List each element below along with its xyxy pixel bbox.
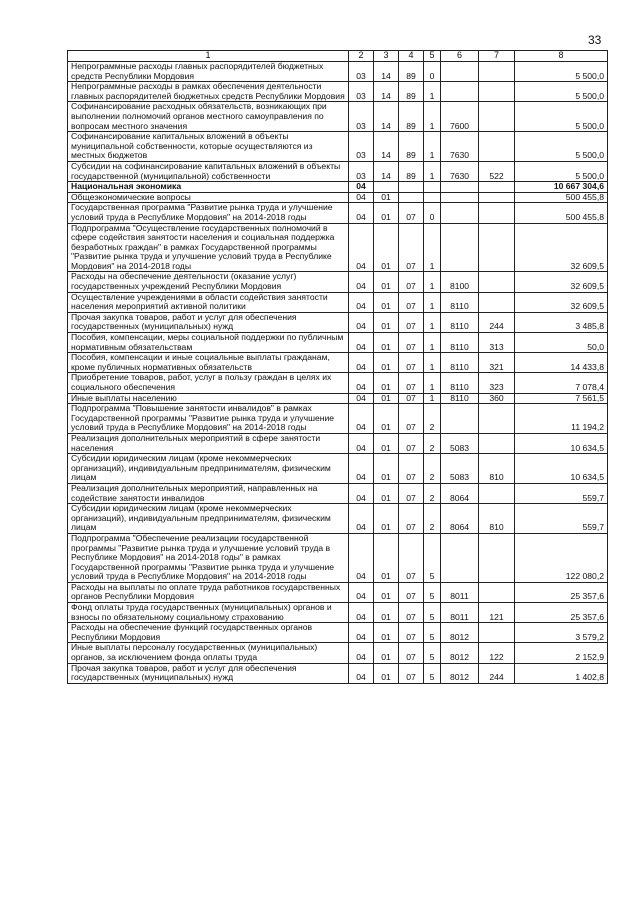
row-name: Расходы на выплаты по оплате труда работников государственных органов Республики Мордовия (68, 582, 349, 602)
table-row (68, 663, 608, 683)
amount: 500 455,8 (515, 203, 608, 223)
section-code: 04 (349, 533, 374, 582)
target-code: 8064 (441, 483, 479, 503)
column-header: 3 (374, 51, 399, 62)
target-code: 5083 (441, 433, 479, 453)
amount: 5 500,0 (515, 62, 608, 82)
subsection-code: 01 (374, 643, 399, 663)
section-code: 04 (349, 643, 374, 663)
row-name: Иные выплаты персоналу государственных (муниципальных) органов, за исключением фонда оплаты труда (68, 643, 349, 663)
section-code: 04 (349, 454, 374, 484)
target-code: 8110 (441, 292, 479, 312)
subsection-code: 14 (374, 62, 399, 82)
expense-type-code (479, 623, 515, 643)
expense-type-code (479, 483, 515, 503)
subprogram-code: 1 (424, 272, 441, 292)
table-row (68, 333, 608, 353)
table-row (68, 132, 608, 162)
subsection-code: 01 (374, 433, 399, 453)
subsection-code: 01 (374, 373, 399, 393)
subsection-code: 14 (374, 102, 399, 132)
expense-type-code (479, 192, 515, 203)
expense-type-code: 810 (479, 504, 515, 534)
table-row (68, 623, 608, 643)
table-row (68, 312, 608, 332)
table-row (68, 272, 608, 292)
table-row (68, 62, 608, 82)
subsection-code: 01 (374, 393, 399, 404)
row-name: Непрограммные расходы главных распорядителей бюджетных средств Республики Мордовия (68, 62, 349, 82)
amount: 3 579,2 (515, 623, 608, 643)
subsection-code: 01 (374, 203, 399, 223)
amount: 11 194,2 (515, 404, 608, 434)
subprogram-code: 2 (424, 483, 441, 503)
section-code: 04 (349, 433, 374, 453)
table-row (68, 192, 608, 203)
subprogram-code: 1 (424, 373, 441, 393)
row-name: Государственная программа "Развитие рынка труда и улучшение условий труда в Республике Мордовия" на 2014-2018 годы (68, 203, 349, 223)
target-code (441, 223, 479, 272)
target-code (441, 62, 479, 82)
target-code: 8012 (441, 663, 479, 683)
section-code: 04 (349, 312, 374, 332)
expense-type-code (479, 82, 515, 102)
subsection-code: 01 (374, 504, 399, 534)
row-name: Субсидии юридическим лицам (кроме некоммерческих организаций), индивидуальным предпринимателям, физическим лицам (68, 454, 349, 484)
amount: 50,0 (515, 333, 608, 353)
section-code: 04 (349, 373, 374, 393)
amount: 32 609,5 (515, 272, 608, 292)
expense-type-code: 360 (479, 393, 515, 404)
program-code (399, 182, 424, 193)
program-code: 07 (399, 272, 424, 292)
subprogram-code: 1 (424, 393, 441, 404)
amount: 32 609,5 (515, 292, 608, 312)
subprogram-code: 1 (424, 132, 441, 162)
target-code: 7600 (441, 102, 479, 132)
section-code: 04 (349, 223, 374, 272)
target-code: 5083 (441, 454, 479, 484)
expense-type-code: 313 (479, 333, 515, 353)
table-row (68, 603, 608, 623)
table-row (68, 404, 608, 434)
subprogram-code: 5 (424, 643, 441, 663)
row-name: Субсидии на софинансирование капитальных вложений в объекты государственной (муниципальной) собственности (68, 161, 349, 181)
row-name: Приобретение товаров, работ, услуг в пользу граждан в целях их социального обеспечения (68, 373, 349, 393)
target-code (441, 82, 479, 102)
subsection-code: 01 (374, 623, 399, 643)
section-code: 03 (349, 82, 374, 102)
program-code: 07 (399, 404, 424, 434)
target-code: 8011 (441, 603, 479, 623)
row-name: Подпрограмма "Обеспечение реализации государственной программы "Развитие рынка труда и улучшение условий труда в Республике Мордовия" на 2014-2018 годы" в рамках Государственной программы "Развитие рынка труда и улучшение условий труда в Республике Мордовия" на 2014-2018 годы (68, 533, 349, 582)
row-name: Субсидии юридическим лицам (кроме некоммерческих организаций), индивидуальным предпринимателям, физическим лицам (68, 504, 349, 534)
subprogram-code: 1 (424, 333, 441, 353)
target-code (441, 192, 479, 203)
row-name: Расходы на обеспечение функций государственных органов Республики Мордовия (68, 623, 349, 643)
subsection-code: 14 (374, 82, 399, 102)
subprogram-code: 5 (424, 582, 441, 602)
subprogram-code: 5 (424, 533, 441, 582)
target-code: 8110 (441, 353, 479, 373)
subprogram-code: 5 (424, 623, 441, 643)
table-body (68, 62, 608, 684)
column-header: 2 (349, 51, 374, 62)
program-code: 07 (399, 333, 424, 353)
subsection-code: 01 (374, 483, 399, 503)
target-code: 8012 (441, 643, 479, 663)
amount: 122 080,2 (515, 533, 608, 582)
amount: 10 634,5 (515, 454, 608, 484)
subprogram-code: 0 (424, 203, 441, 223)
row-name: Фонд оплаты труда государственных (муниципальных) органов и взносы по обязательному социальному страхованию (68, 603, 349, 623)
target-code: 8110 (441, 333, 479, 353)
program-code: 07 (399, 203, 424, 223)
subsection-code: 01 (374, 533, 399, 582)
program-code: 89 (399, 102, 424, 132)
program-code: 89 (399, 161, 424, 181)
column-header: 5 (424, 51, 441, 62)
section-code: 04 (349, 663, 374, 683)
target-code: 8064 (441, 504, 479, 534)
row-name: Прочая закупка товаров, работ и услуг для обеспечения государственных (муниципальных) нужд (68, 663, 349, 683)
program-code: 07 (399, 393, 424, 404)
row-name: Подпрограмма "Осуществление государственных полномочий в сфере содействия занятости населения и социальная поддержка безработных граждан" в рамках Государственной программы "Развитие рынка труда и улучшение условий труда в Республике Мордовия" на 2014-2018 годы (68, 223, 349, 272)
subsection-code: 01 (374, 582, 399, 602)
row-name: Непрограммные расходы в рамках обеспечения деятельности главных распорядителей бюджетных средств Республики Мордовия (68, 82, 349, 102)
subprogram-code: 1 (424, 312, 441, 332)
subprogram-code (424, 192, 441, 203)
amount: 5 500,0 (515, 161, 608, 181)
target-code: 8110 (441, 393, 479, 404)
amount: 500 455,8 (515, 192, 608, 203)
program-code: 07 (399, 454, 424, 484)
program-code: 07 (399, 312, 424, 332)
expense-type-code (479, 102, 515, 132)
target-code: 7630 (441, 161, 479, 181)
subsection-code: 01 (374, 603, 399, 623)
expense-type-code (479, 223, 515, 272)
row-name: Расходы на обеспечение деятельности (оказание услуг) государственных учреждений Республики Мордовия (68, 272, 349, 292)
program-code (399, 192, 424, 203)
row-name: Национальная экономика (68, 182, 349, 193)
section-code: 04 (349, 353, 374, 373)
target-code: 8011 (441, 582, 479, 602)
budget-table (67, 50, 608, 684)
amount: 25 357,6 (515, 582, 608, 602)
program-code: 07 (399, 433, 424, 453)
subsection-code: 01 (374, 333, 399, 353)
amount: 3 485,8 (515, 312, 608, 332)
subprogram-code: 5 (424, 663, 441, 683)
section-code: 04 (349, 292, 374, 312)
table-row (68, 533, 608, 582)
amount: 10 667 304,6 (515, 182, 608, 193)
row-name: Пособия, компенсации, меры социальной поддержки по публичным нормативным обязательствам (68, 333, 349, 353)
section-code: 03 (349, 161, 374, 181)
target-code: 8012 (441, 623, 479, 643)
table-row (68, 203, 608, 223)
row-name: Пособия, компенсации и иные социальные выплаты гражданам, кроме публичных нормативных обязательств (68, 353, 349, 373)
section-code: 04 (349, 333, 374, 353)
row-name: Иные выплаты населению (68, 393, 349, 404)
section-code: 04 (349, 623, 374, 643)
subsection-code: 01 (374, 353, 399, 373)
amount: 32 609,5 (515, 223, 608, 272)
table-row (68, 353, 608, 373)
expense-type-code: 244 (479, 312, 515, 332)
subsection-code: 01 (374, 663, 399, 683)
expense-type-code (479, 433, 515, 453)
subprogram-code: 1 (424, 82, 441, 102)
table-row (68, 433, 608, 453)
section-code: 04 (349, 404, 374, 434)
program-code: 89 (399, 82, 424, 102)
target-code (441, 203, 479, 223)
subprogram-code: 1 (424, 161, 441, 181)
subsection-code: 01 (374, 272, 399, 292)
amount: 2 152,9 (515, 643, 608, 663)
row-name: Подпрограмма "Повышение занятости инвалидов" в рамках Государственной программы "Развитие рынка труда и улучшение условий труда в Республике Мордовия" на 2014-2018 годы (68, 404, 349, 434)
expense-type-code (479, 533, 515, 582)
column-header: 6 (441, 51, 479, 62)
target-code: 8110 (441, 312, 479, 332)
section-code: 03 (349, 62, 374, 82)
column-header: 8 (515, 51, 608, 62)
amount: 14 433,8 (515, 353, 608, 373)
program-code: 07 (399, 643, 424, 663)
table-row (68, 182, 608, 193)
program-code: 89 (399, 62, 424, 82)
table-row (68, 102, 608, 132)
target-code (441, 182, 479, 193)
program-code: 07 (399, 533, 424, 582)
table-row (68, 582, 608, 602)
subsection-code: 01 (374, 292, 399, 312)
subprogram-code: 2 (424, 504, 441, 534)
expense-type-code (479, 292, 515, 312)
row-name: Осуществление учреждениями в области содействия занятости населения мероприятий активной политики (68, 292, 349, 312)
expense-type-code (479, 203, 515, 223)
row-name: Прочая закупка товаров, работ и услуг для обеспечения государственных (муниципальных) нужд (68, 312, 349, 332)
amount: 559,7 (515, 483, 608, 503)
subprogram-code: 1 (424, 292, 441, 312)
expense-type-code (479, 582, 515, 602)
expense-type-code: 121 (479, 603, 515, 623)
row-name: Реализация дополнительных мероприятий, направленных на содействие занятости инвалидов (68, 483, 349, 503)
amount: 10 634,5 (515, 433, 608, 453)
section-code: 03 (349, 132, 374, 162)
subprogram-code: 1 (424, 353, 441, 373)
section-code: 04 (349, 203, 374, 223)
table-row (68, 643, 608, 663)
expense-type-code: 323 (479, 373, 515, 393)
table-row (68, 373, 608, 393)
program-code: 07 (399, 623, 424, 643)
target-code: 8110 (441, 373, 479, 393)
subsection-code: 01 (374, 404, 399, 434)
row-name: Реализация дополнительных мероприятий в сфере занятости населения (68, 433, 349, 453)
target-code: 8100 (441, 272, 479, 292)
program-code: 07 (399, 373, 424, 393)
program-code: 89 (399, 132, 424, 162)
section-code: 04 (349, 272, 374, 292)
table-row (68, 292, 608, 312)
section-code: 03 (349, 102, 374, 132)
program-code: 07 (399, 292, 424, 312)
subsection-code: 01 (374, 312, 399, 332)
page-number: 33 (588, 33, 602, 47)
column-header: 1 (68, 51, 349, 62)
section-code: 04 (349, 582, 374, 602)
subsection-code: 01 (374, 223, 399, 272)
subsection-code (374, 182, 399, 193)
amount: 7 078,4 (515, 373, 608, 393)
subprogram-code (424, 182, 441, 193)
table-row (68, 454, 608, 484)
expense-type-code (479, 132, 515, 162)
section-code: 04 (349, 603, 374, 623)
subprogram-code: 0 (424, 62, 441, 82)
row-name: Общеэкономические вопросы (68, 192, 349, 203)
subprogram-code: 5 (424, 603, 441, 623)
amount: 559,7 (515, 504, 608, 534)
expense-type-code (479, 272, 515, 292)
subprogram-code: 2 (424, 454, 441, 484)
expense-type-code (479, 62, 515, 82)
section-code: 04 (349, 192, 374, 203)
column-header: 7 (479, 51, 515, 62)
subsection-code: 14 (374, 132, 399, 162)
program-code: 07 (399, 223, 424, 272)
program-code: 07 (399, 483, 424, 503)
column-header: 4 (399, 51, 424, 62)
table-row (68, 223, 608, 272)
subprogram-code: 2 (424, 404, 441, 434)
amount: 5 500,0 (515, 82, 608, 102)
table-row (68, 161, 608, 181)
section-code: 04 (349, 483, 374, 503)
amount: 1 402,8 (515, 663, 608, 683)
expense-type-code: 244 (479, 663, 515, 683)
row-name: Софинансирование капитальных вложений в объекты муниципальной собственности, которые осуществляются из местных бюджетов (68, 132, 349, 162)
amount: 5 500,0 (515, 132, 608, 162)
table-row (68, 483, 608, 503)
section-code: 04 (349, 182, 374, 193)
table-header-row (68, 51, 608, 62)
amount: 25 357,6 (515, 603, 608, 623)
expense-type-code: 810 (479, 454, 515, 484)
section-code: 04 (349, 504, 374, 534)
expense-type-code (479, 182, 515, 193)
table-row (68, 393, 608, 404)
subprogram-code: 1 (424, 223, 441, 272)
row-name: Софинансирование расходных обязательств, возникающих при выполнении полномочий органов местного самоуправления по вопросам местного значения (68, 102, 349, 132)
program-code: 07 (399, 582, 424, 602)
amount: 5 500,0 (515, 102, 608, 132)
section-code: 04 (349, 393, 374, 404)
target-code: 7630 (441, 132, 479, 162)
subsection-code: 01 (374, 454, 399, 484)
program-code: 07 (399, 603, 424, 623)
table-row (68, 82, 608, 102)
expense-type-code (479, 404, 515, 434)
target-code (441, 533, 479, 582)
subsection-code: 14 (374, 161, 399, 181)
subsection-code: 01 (374, 192, 399, 203)
program-code: 07 (399, 504, 424, 534)
program-code: 07 (399, 663, 424, 683)
subprogram-code: 1 (424, 102, 441, 132)
subprogram-code: 2 (424, 433, 441, 453)
expense-type-code: 321 (479, 353, 515, 373)
program-code: 07 (399, 353, 424, 373)
table-row (68, 504, 608, 534)
amount: 7 561,5 (515, 393, 608, 404)
expense-type-code: 522 (479, 161, 515, 181)
target-code (441, 404, 479, 434)
expense-type-code: 122 (479, 643, 515, 663)
